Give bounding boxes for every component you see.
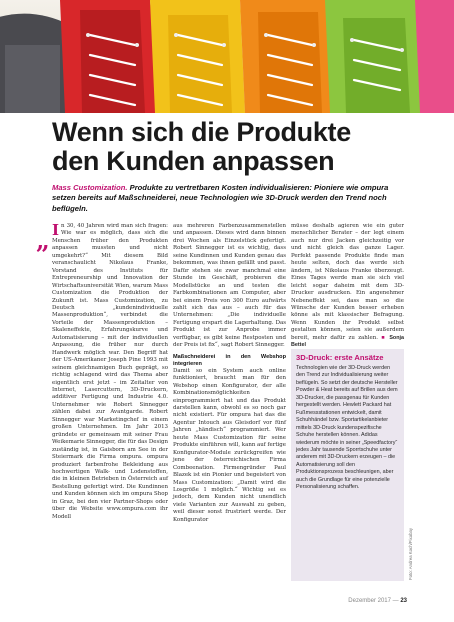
article-headline — [52, 118, 412, 176]
dropcap: I — [52, 221, 60, 239]
sneakers-photo — [0, 0, 454, 113]
column-2-text-b: Damit so ein System auch online funktioniert, braucht man für den Webshop einen Konfigurator, der alle Kombinationsmöglichkeiten einprogrammiert hat und das Produkt darstellen kann, obwohl es so noch gar nicht existiert. Für ompura hat das die Agentur Intouch aus Gleisdorf vor fünf Jahren „händisch“ programmiert. Wer heute Mass Customization für seine Produkte einführen will, kann auf fertige Konfigurator-Module zurückgreifen wie jene der österreichischen Firma Combeenation. Firmengründer Paul Blazek ist ein Pionier und begeistert von Mass Customization: „Damit wird die Losgröße 1 möglich.“ Wichtig sei es jedoch, dem Kunden nicht unendlich viele Varianten zur Auswahl zu geben, weil dieser sonst frustriert werde. Der Konfigurator — [173, 367, 286, 523]
quote-mark: „ — [36, 226, 50, 255]
column-2-text-a: aus mehreren Farbenzusammenstellen und anpassen. Dieses wird dann binnen drei Wochen als Einzelstück gefertigt. Robert Sinnegger ist es wichtig, dass seine Kundinnen und Kunden genau das bekommen, was ihnen gefällt und passt. Dafür stehen sie zwar manchmal eine Stunde im Geschäft, probieren die Modellstücke an und testen die Farbkombinationen am Computer, aber bei einem Preis von 300 Euro aufwärts zahlt sich das aus – auch für das Unternehmen: „Die individuelle Fertigung erspart die Lagerhaltung. Das Produkt ist zur Anprobe immer verfügbar, es gibt keine Restposten und der Preis ist fix“, sagt Robert Sinnegger. — [173, 223, 286, 349]
body-column-1 — [52, 223, 168, 521]
author-name: Sonja Bettel — [291, 334, 405, 349]
headline-line-1: Wenn sich die Produkte — [52, 117, 351, 147]
column-3-text: müsse deshalb agieren wie ein guter menschlicher Berater – der legt einem auch nur drei Jacken gleichzeitig vor und nicht gleich das ganze Lager. Perfekt passende Produkte finde man heute selten, doch das werde sich ändern, ist Nikolaus Franke überzeugt. Eines Tages werde man sie sich viel leicht sogar daheim mit dem 3D-Drucker ausdrucken. Ein angenehmer Nebeneffekt sei, dass man so die Wünsche der Kunden besser erheben könne als mit klassischer Befragung. Wenn Kunden ihr Produkt selbst gestalten können, seien sie außerdem bereit, mehr dafür zu zahlen. — [291, 223, 404, 341]
sneakers-illustration — [0, 0, 454, 113]
sidebar-title: 3D-Druck: erste Ansätze — [296, 353, 384, 362]
column-1-text: n 30, 40 Jahren wird man sich fragen: Wie war es möglich, dass sich die Menschen früher den Produkten anpassen mussten und nicht umgekehrt?“ Mit diesem Bild veranschaulicht Nikolaus Franke, Vorstand des Instituts für Entrepreneurship und Innovation der Wirtschaftsuniversität Wien, warum Mass Customization die Produktion der Zukunft ist. Mass Customization, zu Deutsch „kundenindividuelle Massenproduktion“, verbindet die Vorteile der Massenproduktion – Skaleneffekte, Erfahrungskurve und Automatisierung – mit der individuellen Anpassung, die früher nur durch Handwerk möglich war. Den Begriff hat der US-Amerikaner Joseph Pine 1993 mit seinem gleichnamigen Buch geprägt, so richtig schlagend wird das Thema aber eigentlich erst jetzt – im Zeitalter von Internet, Lasercuttern, 3D-Druckern, additiver Fertigung und Industrie 4.0. Unternehmer wie Robert Sinnegger zählen dabei zur Avantgarde. Robert Sinnegger war Marketingchef in einem großen Unternehmen. Im Jahr 2013 gründete er gemeinsam mit seiner Frau Weikemarie Sinnegger, die für das Design zuständig ist, in Gaisborn am See in der Steiermark die Firma ompura. ompura produziert farbenfrohe Bekleidung aus hochwertigen Walk- und Lodenstoffen, die in kleinen Betrieben in Österreich auf Bestellung gefertigt wird. Die Kundinnen und Kunden können sich im ompura Shop in Graz, bei den vier Partner-Shops oder über die Website www.ompura.com ihr Modell — [52, 223, 168, 520]
body-column-2 — [173, 223, 286, 524]
section-subhead: Maßschneiderei in den Webshop integrieren — [173, 353, 286, 367]
lead-keyword: Mass Customization. — [52, 183, 128, 192]
page-number: 23 — [400, 598, 407, 604]
headline-line-2: den Kunden anpassen — [52, 146, 335, 176]
square-bullet-icon: ■ — [381, 334, 387, 341]
body-column-3 — [291, 223, 404, 350]
footer-month: Dezember 2017 — — [348, 598, 399, 604]
sidebar-text: Technologien wie der 3D-Druck werden den Trend zur Individualisierung weiter beflügeln. So setzt der deutsche Hersteller Powder & Heat bereits auf Brillen aus dem 3D-Drucker, die passgenau für Kunden hergestellt werden. Hewlett Packard hat Fußmessstationen entwickelt, damit Schuhhändel bzw. Sportartikelanbieter mittels 3D-Druck kundenspezifische Schuhe herstellen können. Adidas wiederum möchte in seiner „Speedfactory“ jedes Jahr tausende Sporrtschuhe unter anderem mit 3D-Druckern erzeugen – die Automatisierung soll den Produktionsprozess beschleunigen, aber auch die Grundlage für eine potenzielle Personalisierung schaffen. — [296, 365, 398, 491]
lead-text: Produkte zu vertretbaren Kosten individualisieren: Pioniere wie ompura setzen bereits auf Maßschneiderei, neue Technologien wie 3D-Druck werden den Trend noch beflügeln. — [52, 183, 389, 213]
article-lead — [52, 183, 404, 214]
photo-credit — [408, 470, 416, 580]
sidebar-box — [291, 349, 404, 581]
page-footer — [348, 598, 407, 604]
photo-credit-text: Foto: Andrea Koch/Pixabay — [408, 527, 413, 580]
